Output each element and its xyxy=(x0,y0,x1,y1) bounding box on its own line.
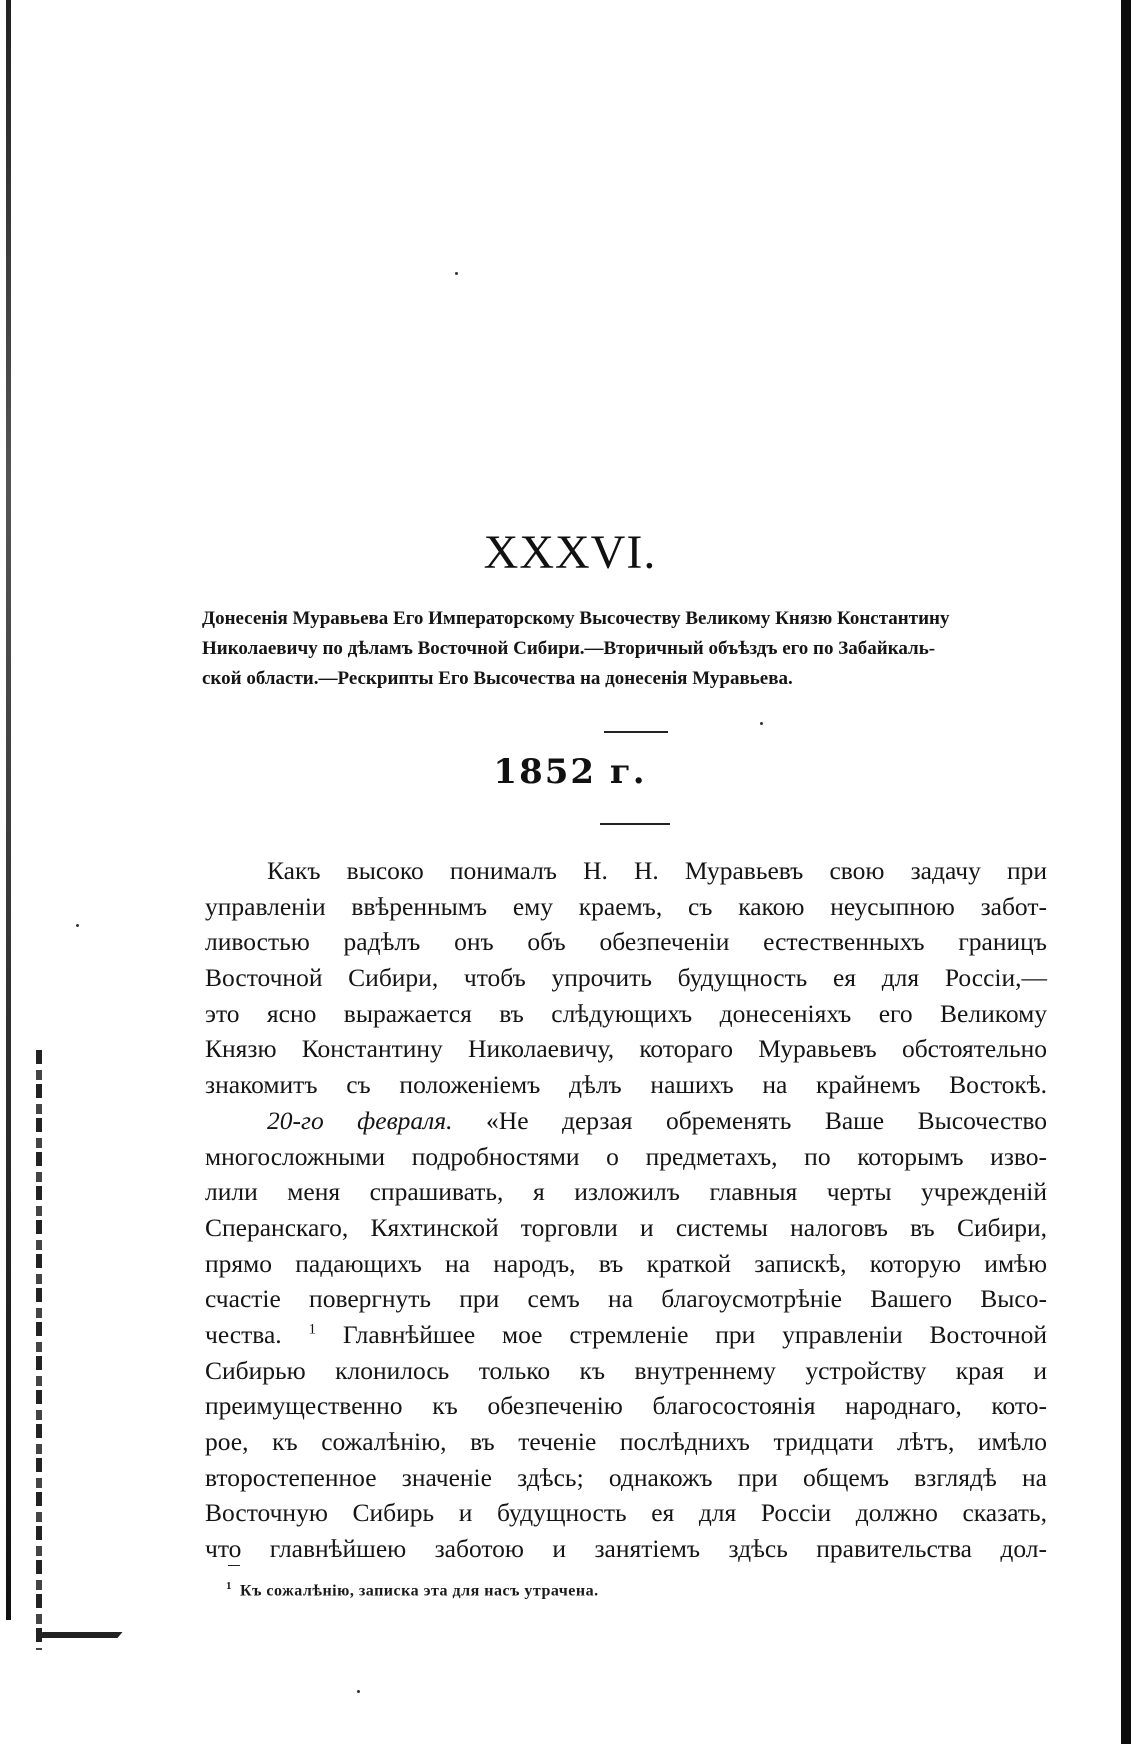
quote-start: «Не дерзая обременять Ваше Высочество xyxy=(486,1105,1048,1135)
speck xyxy=(760,722,763,725)
body-text xyxy=(205,853,1047,1567)
speck xyxy=(357,1690,360,1693)
text-line: многосложными подробностями о предметахъ, по которымъ изво- xyxy=(205,1141,1047,1171)
scan-edge-right xyxy=(1121,0,1131,1744)
chapter-number: XXXVI. xyxy=(483,526,657,579)
text-line xyxy=(205,1103,1047,1139)
scan-edge-left xyxy=(6,0,11,1620)
text-line: счастіе повергнуть при семъ на благоусмотрѣніе Вашего Высо- xyxy=(205,1284,1047,1314)
text-line: что главнѣйшею заботою и занятіемъ здѣсь правительства дол- xyxy=(205,1534,1047,1564)
summary-line: Донесенія Муравьева Его Императорскому Высочеству Великому Князю Константину xyxy=(202,608,950,629)
summary-line: Николаевичу по дѣламъ Восточной Сибири.—Вторичный объѣздъ его по Забайкаль- xyxy=(202,638,936,659)
text-line xyxy=(205,1317,1047,1353)
scan-edge-left-inner xyxy=(36,1050,42,1650)
speck xyxy=(455,272,458,275)
text-line: знакомитъ съ положеніемъ дѣлъ нашихъ на крайнемъ Востокѣ. xyxy=(205,1070,1047,1100)
text-line: прямо падающихъ на народъ, въ краткой запискѣ, которую имѣю xyxy=(205,1248,1047,1278)
chapter-summary xyxy=(202,604,1048,694)
text-line: Князю Константину Николаевичу, котораго Муравьевъ обстоятельно xyxy=(205,1034,1047,1064)
divider-top xyxy=(604,731,668,733)
footnote-reference[interactable]: 1 xyxy=(308,1321,316,1338)
summary-line: ской области.—Рескрипты Его Высочества на донесенія Муравьева. xyxy=(202,668,793,689)
footnote-rule xyxy=(228,1565,240,1566)
year-heading: 1852 г. xyxy=(493,752,647,792)
text-line: Восточную Сибирь и будущность ея для Россіи должно сказать, xyxy=(205,1498,1047,1528)
text-line: Сперанскаго, Кяхтинской торговли и системы налоговъ въ Сибири, xyxy=(205,1212,1047,1242)
text-line: второстепенное значеніе здѣсь; однакожъ при общемъ взглядѣ на xyxy=(205,1462,1047,1492)
footnote-text: Къ сожалѣнію, записка эта для насъ утрачена. xyxy=(240,1582,599,1600)
text-line: управленіи ввѣреннымъ ему краемъ, съ какою неусыпною забот- xyxy=(205,891,1047,921)
speck xyxy=(76,924,79,927)
text-line: преимущественно къ обезпеченію благосостоянія народнаго, кото- xyxy=(205,1391,1047,1421)
text-line: Восточной Сибири, чтобъ упрочить будущность ея для Россіи,— xyxy=(205,963,1047,993)
text-line: рое, къ сожалѣнію, въ теченіе послѣднихъ тридцати лѣтъ, имѣло xyxy=(205,1427,1047,1456)
text-line: Какъ высоко понималъ Н. Н. Муравьевъ свою задачу при xyxy=(267,856,1047,885)
scan-edge-foot xyxy=(37,1632,122,1638)
footnote-mark: 1 xyxy=(226,1580,232,1592)
footnote xyxy=(226,1580,1026,1600)
text-fragment: чества. xyxy=(205,1319,282,1349)
divider-bottom xyxy=(600,823,670,825)
text-fragment: Главнѣйшее мое стремленіе при управленіи Восточной xyxy=(342,1319,1048,1349)
text-line: ливостью радѣлъ онъ объ обезпеченіи естественныхъ границъ xyxy=(205,927,1047,957)
text-line: это ясно выражается въ слѣдующихъ донесеніяхъ его Великому xyxy=(205,998,1047,1028)
date-label: 20-го февраля. xyxy=(267,1105,453,1135)
text-line: лили меня спрашивать, я изложилъ главныя черты учрежденій xyxy=(205,1177,1047,1207)
text-line: Сибирью клонилось только къ внутреннему устройству края и xyxy=(205,1355,1047,1385)
